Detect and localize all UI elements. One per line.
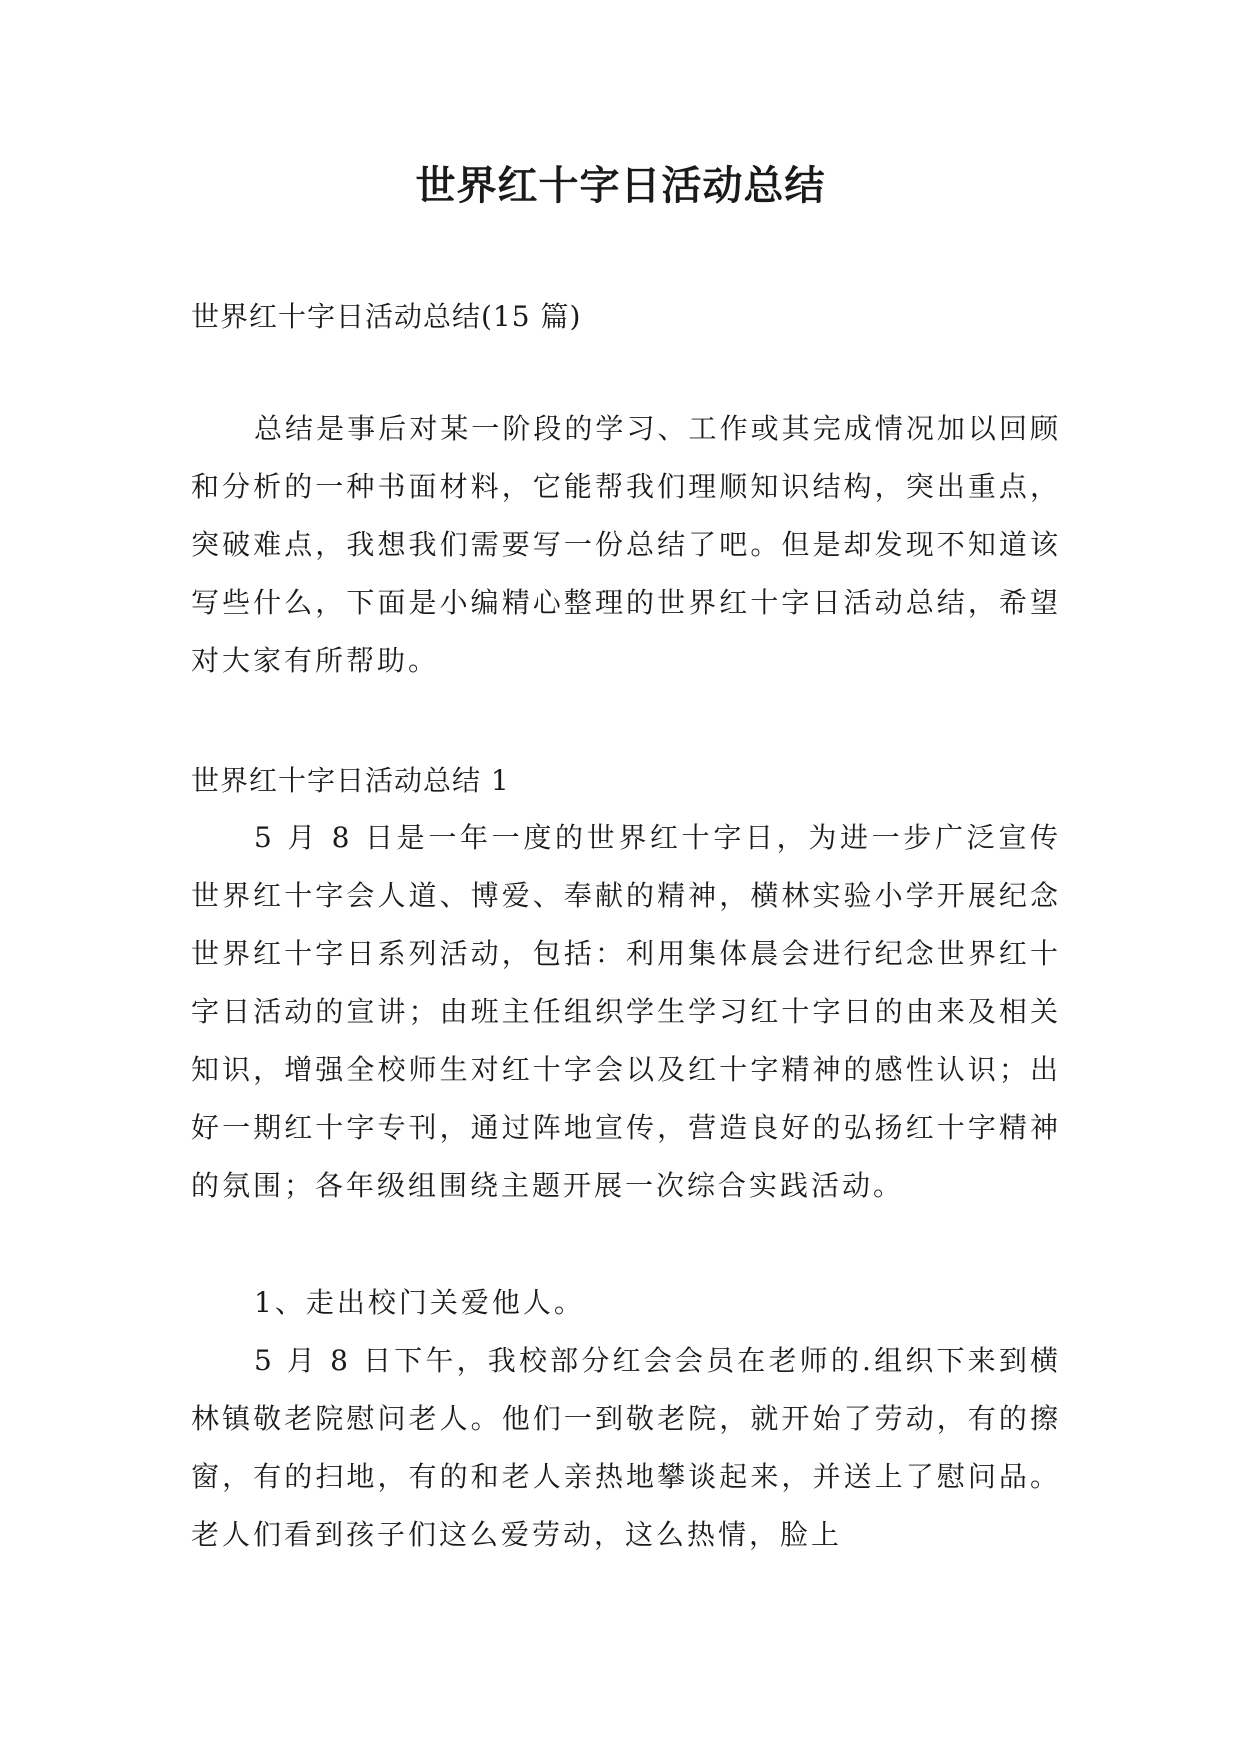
section-paragraph: 5 月 8 日是一年一度的世界红十字日，为进一步广泛宣传世界红十字会人道、博爱、奉献的精神，横林实验小学开展纪念世界红十字日系列活动，包括：利用集体晨会进行纪念世界红十字日活动的宣讲；由班主任组织学生学习红十字日的由来及相关知识，增强全校师生对红十字会以及红十字精神的感性认识；出好一期红十字专刊，通过阵地宣传，营造良好的弘扬红十字精神的氛围；各年级组围绕主题开展一次综合实践活动。 bbox=[191, 821, 1061, 1202]
document-title: 世界红十字日活动总结 bbox=[415, 162, 826, 209]
section-paragraph: 5 月 8 日下午，我校部分红会会员在老师的.组织下来到横林镇敬老院慰问老人。他们一到敬老院，就开始了劳动，有的擦窗，有的扫地，有的和老人亲热地攀谈起来，并送上了慰问品。老人们看到孩子们这么爱劳动，这么热情，脸上 bbox=[191, 1344, 1061, 1551]
intro-paragraph: 总结是事后对某一阶段的学习、工作或其完成情况加以回顾和分析的一种书面材料，它能帮我们理顺知识结构，突出重点，突破难点，我想我们需要写一份总结了吧。但是却发现不知道该写些什么，下面是小编精心整理的世界红十字日活动总结，希望对大家有所帮助。 bbox=[191, 412, 1061, 677]
section-heading: 世界红十字日活动总结 1 bbox=[191, 764, 510, 797]
list-item: 1、走出校门关爱他人。 bbox=[254, 1286, 585, 1319]
document-subtitle: 世界红十字日活动总结(15 篇) bbox=[191, 300, 582, 333]
